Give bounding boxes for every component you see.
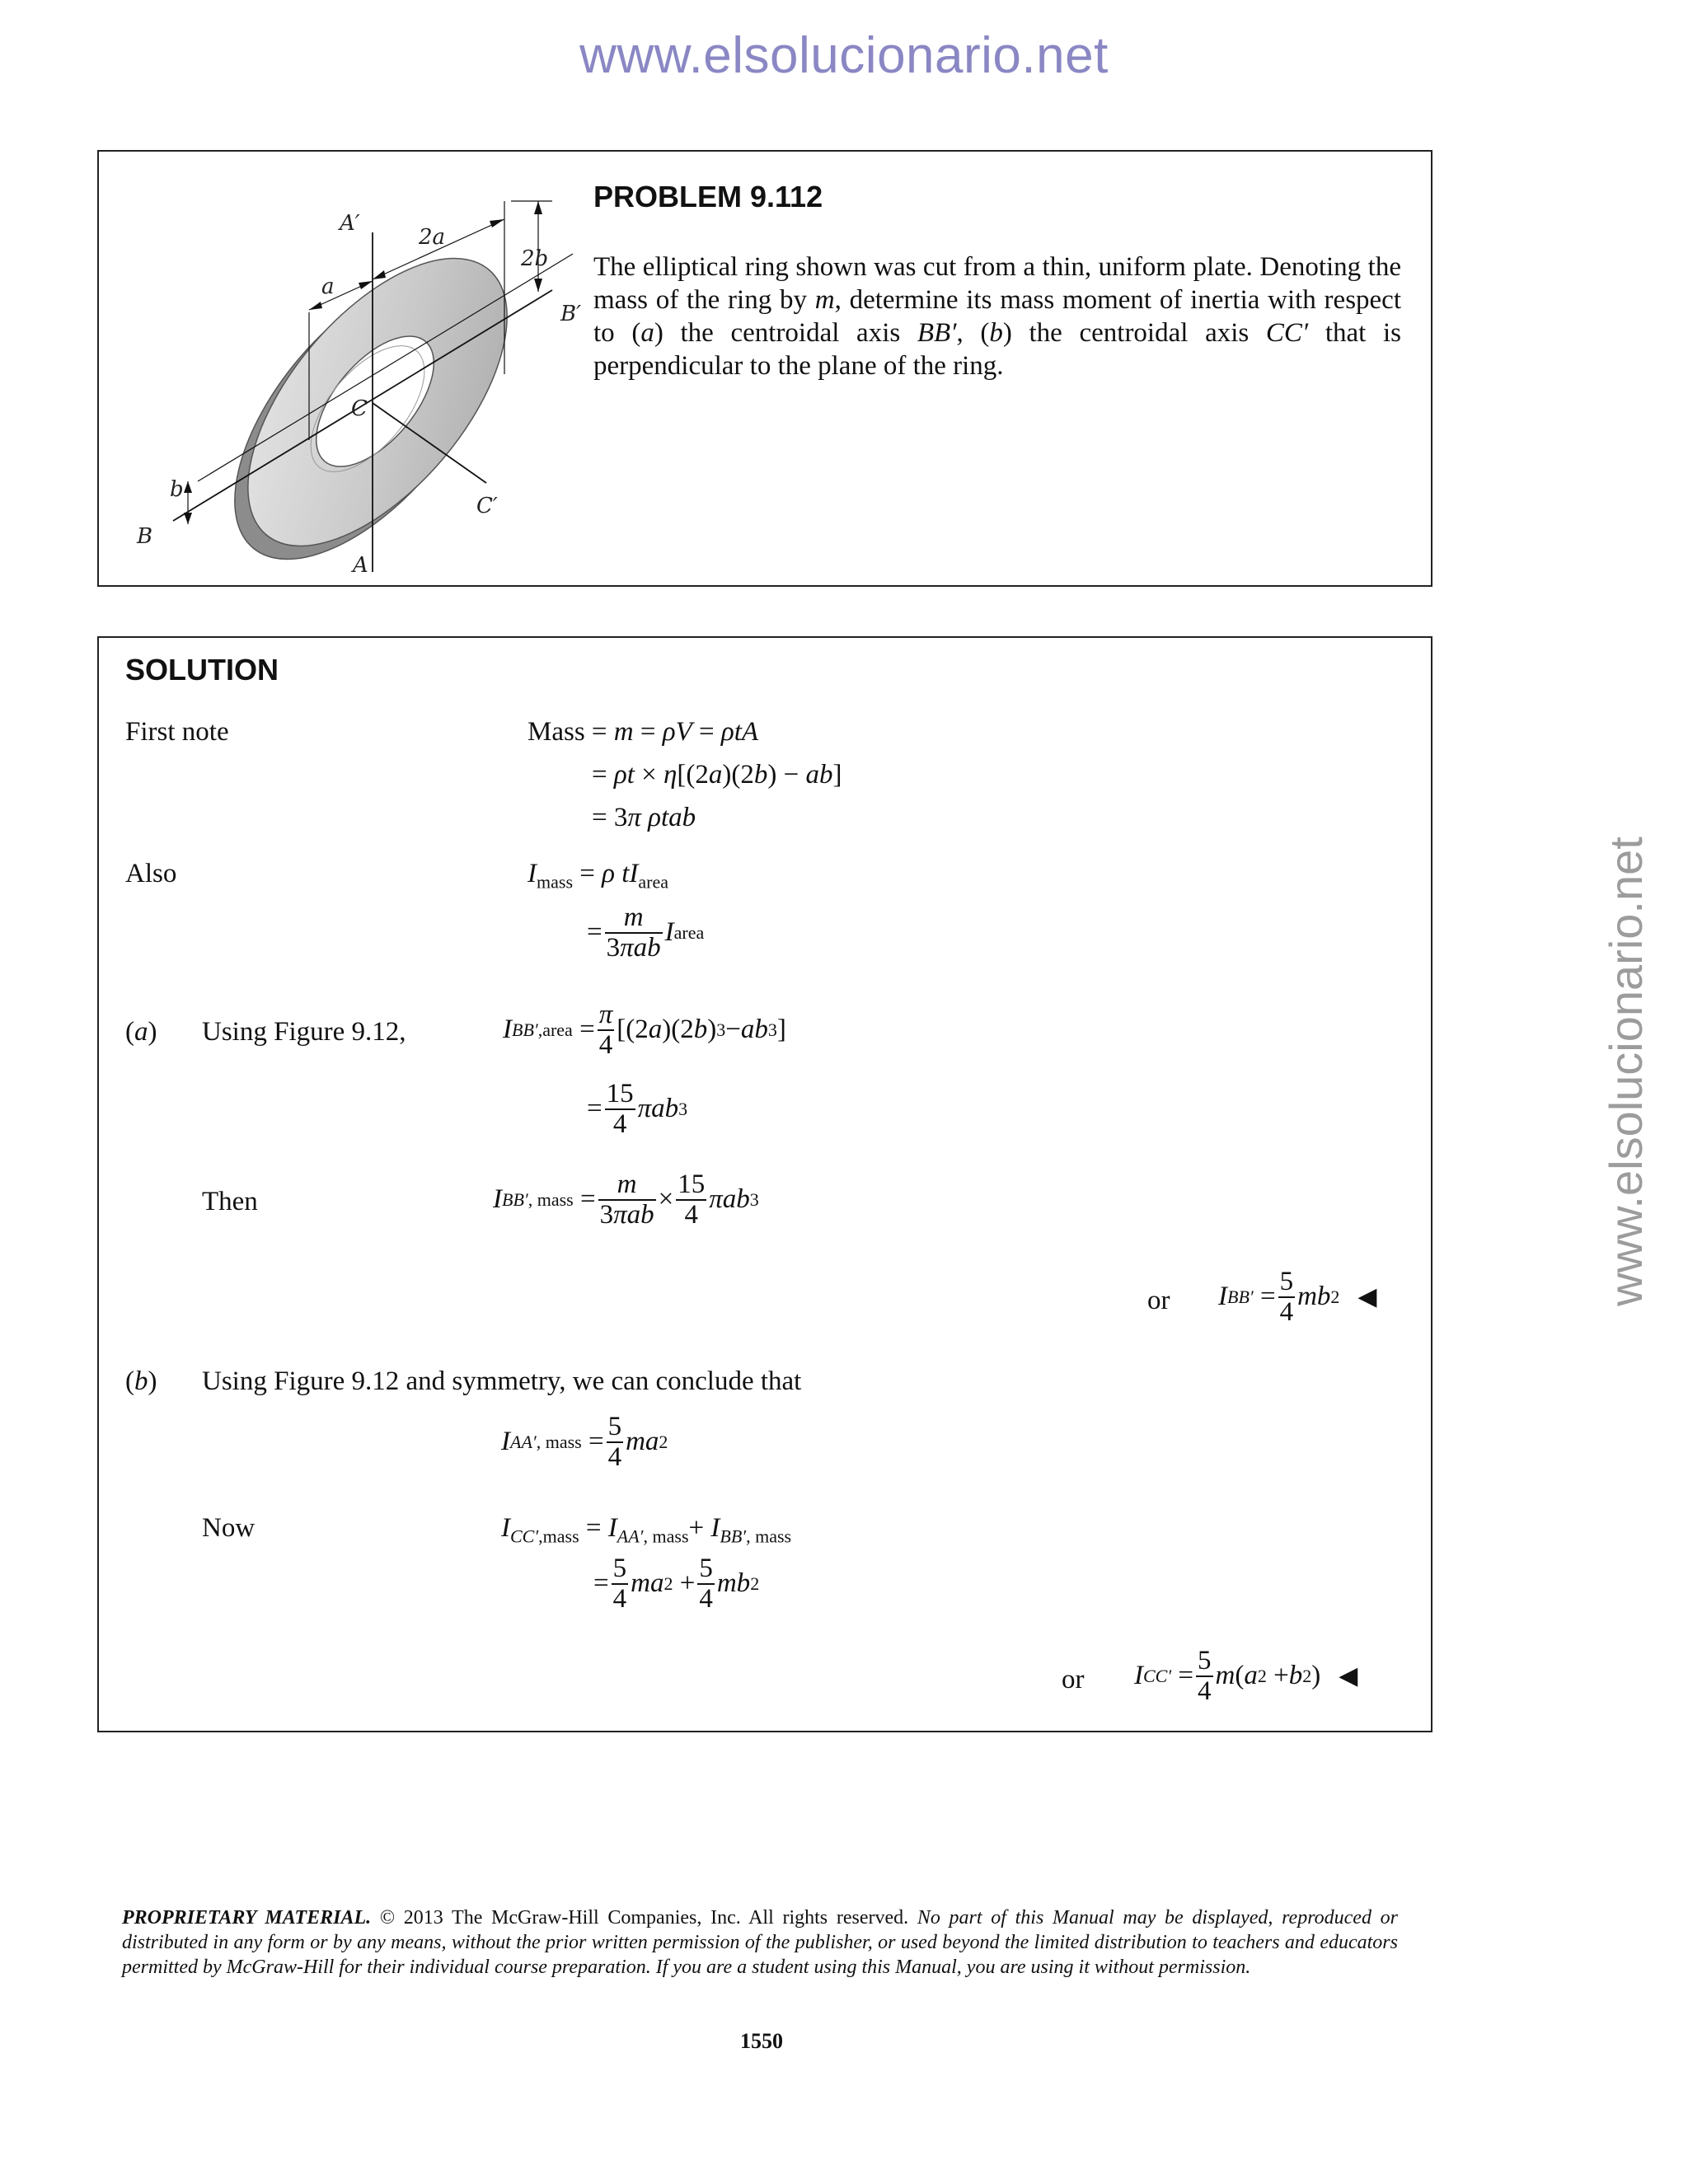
answer-marker-icon: ◀	[1357, 1283, 1377, 1311]
then-label: Then	[202, 1187, 258, 1216]
problem-title: PROBLEM 9.112	[593, 180, 823, 213]
elliptical-ring-figure	[124, 168, 585, 580]
label-b-axis: B	[137, 524, 153, 549]
label-a: a	[321, 274, 335, 299]
ibb-area-eq-2: = $\frac{15}{4}$ πab 3	[587, 1079, 688, 1139]
label-2b: 2b	[521, 246, 549, 271]
label-a-prime: A′	[340, 211, 360, 236]
also-label: Also	[125, 859, 177, 888]
part-b-text: Using Figure 9.12 and symmetry, we can conclude that	[202, 1366, 802, 1396]
ibb-mass-eq: I BB′, mass = $\frac{m}{\text{3πab}}$ × $\frac{15}{4}$ πab 3	[493, 1169, 759, 1230]
now-label: Now	[202, 1513, 256, 1543]
problem-box	[97, 150, 1432, 587]
or-label-b: or	[1062, 1665, 1085, 1694]
ibb-area-eq-1: I BB′,area = $\frac{\pi}{4}$ [(2 a )(2 b ) 3 − ab 3 ]	[503, 1000, 786, 1060]
mass-eq-2: = ρt × η[(2a)(2b) − ab]	[592, 760, 842, 790]
problem-statement: The elliptical ring shown was cut from a thin, uniform plate. Denoting the mass of the ring by m, determine its mass moment of inertia with respect to (a) the centroidal axis BB′, (b) the centroidal axis CC′ that is perpendicular to the plane of the ring.	[593, 252, 1402, 381]
label-a-axis: A	[353, 553, 368, 578]
watermark-top: www.elsolucionario.net	[579, 27, 1109, 84]
answer-b: I CC′ = $\frac{5}{4}$ m ( a 2 + b 2 ) ◀	[1134, 1646, 1358, 1706]
label-b-prime: B′	[560, 302, 582, 326]
label-b: b	[170, 477, 184, 502]
imass-eq-2: = $\frac{m}{\text{3πab}}$ I area	[587, 902, 705, 963]
or-label-a: or	[1147, 1286, 1170, 1315]
part-b-label: (b)	[125, 1366, 157, 1396]
solution-box	[97, 636, 1432, 1732]
label-c-prime: C′	[476, 494, 498, 518]
page-number: 1550	[740, 2029, 783, 2053]
label-c: C	[351, 396, 368, 421]
iaa-mass-eq: I AA′, mass = $\frac{5}{4}$ ma 2	[501, 1412, 668, 1472]
first-note-label: First note	[125, 717, 229, 747]
imass-eq-1: $I_{mass} = \rho$ $tI_{area}$	[528, 859, 668, 893]
copyright-footer: PROPRIETARY MATERIAL. © 2013 The McGraw-Hill Companies, Inc. All rights reserved. No part of this Manual may be displayed, reproduced or distributed in any form or by any means, without the prior written permission of the publisher, or used beyond the limited distribution to teachers and educators permitted by McGraw-Hill for their individual course preparation. If you are a student using this Manual, you are using it without permission.	[122, 1907, 1398, 1978]
icc-mass-eq-1: $I_{CC',mass} = I_{AA', mass}+ I_{BB', mass}$	[501, 1513, 792, 1547]
part-a-label: (a)	[125, 1017, 157, 1047]
solution-title: SOLUTION	[125, 653, 279, 687]
mass-eq-1: Mass = m = ρV = ρtA	[528, 717, 759, 747]
answer-marker-icon: ◀	[1339, 1662, 1358, 1690]
icc-mass-eq-2: = $\frac{5}{4}$ ma 2 + $\frac{5}{4}$ mb 2	[593, 1554, 760, 1614]
watermark-side: www.elsolucionario.net	[1600, 837, 1652, 1306]
answer-a: I BB′ = $\frac{5}{4}$ mb 2 ◀	[1218, 1267, 1377, 1327]
part-a-text: Using Figure 9.12,	[202, 1017, 406, 1047]
label-2a: 2a	[419, 225, 446, 250]
mass-eq-3: = 3π ρtab	[592, 803, 696, 832]
